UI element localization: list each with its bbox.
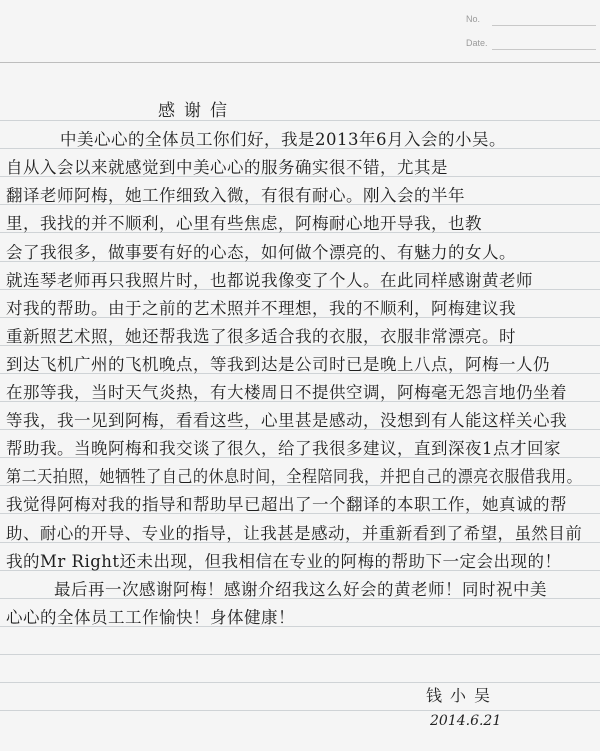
number-field [466, 14, 480, 24]
date-field [466, 38, 488, 48]
number-label: No. [466, 14, 481, 24]
body-line: 我的Mr Right还未出现，但我相信在专业的阿梅的帮助下一定会出现的！ [6, 551, 562, 571]
body-line: 帮助我。当晚阿梅和我交谈了很久，给了我很多建议，直到深夜1点才回家 [6, 439, 561, 459]
body-line: 心心的全体员工工作愉快！身体健康！ [6, 607, 295, 627]
signature: 钱小吴 [426, 686, 499, 705]
body-line: 到达飞机广州的飞机晚点，等我到达是公司时已是晚上八点，阿梅一人仍 [6, 354, 550, 374]
body-line: 重新照艺术照，她还帮我选了很多适合我的衣服，衣服非常漂亮。时 [6, 326, 516, 346]
body-line: 中美心心的全体员工你们好，我是2013年6月入会的小吴。 [60, 130, 506, 150]
body-line: 在那等我，当时天气炎热，有大楼周日不提供空调，阿梅毫无怨言地仍坐着 [6, 383, 567, 402]
ruled-line [0, 682, 600, 683]
body-line: 助、耐心的开导、专业的指导，让我甚是感动，并重新看到了希望，虽然目前 [6, 523, 583, 543]
body-line: 翻译老师阿梅，她工作细致入微，有很有耐心。刚入会的半年 [6, 186, 465, 206]
body-line: 里，我找的并不顺利，心里有些焦虑，阿梅耐心地开导我，也教 [6, 214, 482, 234]
date-underline [492, 49, 596, 50]
body-line: 我觉得阿梅对我的指导和帮助早已超出了一个翻译的本职工作，她真诚的帮 [6, 495, 567, 515]
letter-title: 感谢信 [158, 101, 236, 121]
body-line: 自从入会以来就感觉到中美心心的服务确实很不错，尤其是 [6, 158, 448, 178]
body-line: 对我的帮助。由于之前的艺术照并不理想，我的不顺利，阿梅建议我 [6, 298, 516, 318]
header-divider [0, 62, 600, 63]
body-line: 就连琴老师再只我照片时，也都说我像变了个人。在此同样感谢黄老师 [6, 270, 533, 290]
ruled-line [0, 120, 600, 121]
body-line: 最后再一次感谢阿梅！感谢介绍我这么好会的黄老师！同时祝中美 [54, 579, 547, 599]
body-line: 会了我很多，做事要有好的心态，如何做个漂亮的、有魅力的女人。 [6, 242, 516, 262]
body-line: 等我，我一见到阿梅，看看这些，心里甚是感动，没想到有人能这样关心我 [6, 411, 567, 431]
ruled-line [0, 710, 600, 711]
ruled-line [0, 654, 600, 655]
date-label: Date. [466, 38, 488, 48]
body-line: 第二天拍照，她牺牲了自己的休息时间，全程陪同我，并把自己的漂亮衣服借我用。 [6, 467, 583, 487]
number-underline [492, 25, 596, 26]
letter-date: 2014.6.21 [430, 713, 502, 729]
